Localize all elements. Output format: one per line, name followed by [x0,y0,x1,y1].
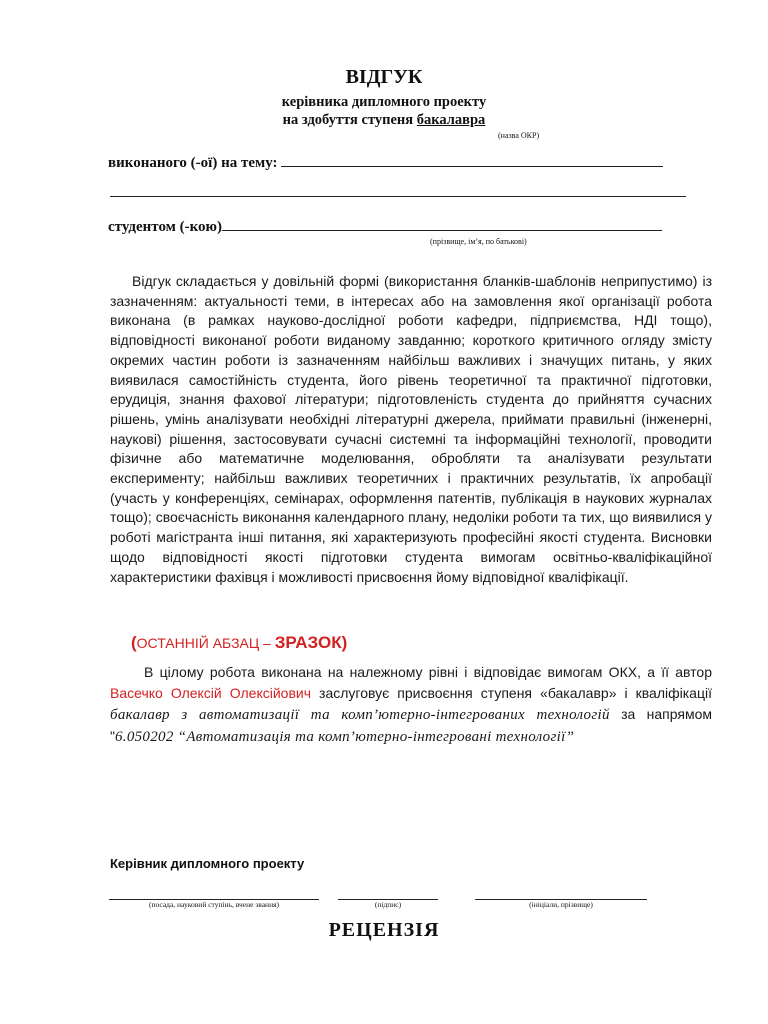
last-paragraph-heading [131,633,347,653]
signature-field[interactable] [338,898,438,909]
position-caption: (посада, науковий ступінь, вчене звання) [148,900,280,909]
student-caption: (прізвище, ім’я, по батькові) [430,237,527,246]
signature-caption: (підпис) [374,900,402,909]
direction-text: 6.050202 “Автоматизація та комп’ютерно-інтегровані технології” [114,729,575,745]
sample-paragraph [110,662,712,748]
body-paragraph: Відгук складається у довільній формі (використання бланків-шаблонів неприпустимо) із зазначенням: актуальності теми, в інтересах або на замовлення якої організації робота виконана (в рамках науково-дослідної роботи кафедри, підприємства, НДІ тощо), відповідності виконаної роботи виданому завданню; короткого критичного огляду змісту окремих частин роботи із зазначенням найбільш важливих і значущих питань, у яких виявилася самостійність студента, його рівень теоретичної та практичної підготовки, ерудиція, знання фахової літератури; підготовленість студента до прийняття сучасних рішень, умінь аналізувати необхідні літературні джерела, приймати правильні (інженерні, наукові) рішення, застосовувати сучасні системні та інформаційні технології, проводити фізичне або математичне моделювання, обробляти та аналізувати результати експерименту; найбільш важливих теоретичних і практичних результатів, їх апробації (участь у конференціях, семінарах, оформлення патентів, публікація в наукових журналах тощо); своєчасність виконання календарного плану, недоліки роботи та тих, що виявилися у роботі магістранта інші питання, які характеризують професійні якості студента. Висновки щодо відповідності якості підготовки студента вимогам освітньо-кваліфікаційної характеристики фахівця і можливості присвоєння йому відповідної кваліфікації. [110,273,712,585]
review-title: РЕЦЕНЗІЯ [328,919,440,941]
name-caption: (ініціали, прізвище) [529,900,593,909]
document-title: ВІДГУК [345,66,423,88]
student-name: Васечко Олексій Олексійович [110,685,311,701]
last-paragraph-label: ОСТАННІЙ АБЗАЦ – [136,635,275,651]
topic-row [108,152,686,172]
open-paren: ( [131,633,137,652]
student-field[interactable] [222,216,662,231]
sample-label: ЗРАЗОК [274,633,342,652]
degree-prefix: на здобуття ступеня [282,112,417,128]
sample-part2: заслуговує присвоєння ступеня «бакалавр» і кваліфікації [311,685,712,701]
topic-field[interactable] [281,152,663,167]
name-field[interactable] [475,898,647,909]
sample-part1: В цілому робота виконана на належному рівні і відповідає вимогам ОКХ, а її автор [144,664,712,680]
student-label: студентом (-кою) [108,219,223,235]
position-field[interactable] [109,898,319,909]
topic-label: виконаного (-ої) на тему: [108,155,278,171]
sample-part3: за напрямом " [110,706,712,744]
close-paren: ) [341,633,348,652]
topic-field-continued[interactable] [110,195,686,197]
document-subtitle-line2 [0,112,768,129]
student-row [108,216,686,236]
supervisor-label: Керівник дипломного проекту [110,856,305,871]
degree-name: бакалавра [416,112,486,128]
okr-caption: (назва ОКР) [498,131,540,140]
document-subtitle-line1: керівника дипломного проекту [281,94,487,110]
qualification-text: бакалавр з автоматизації та комп’ютерно-інтегрованих технологій [110,707,610,723]
